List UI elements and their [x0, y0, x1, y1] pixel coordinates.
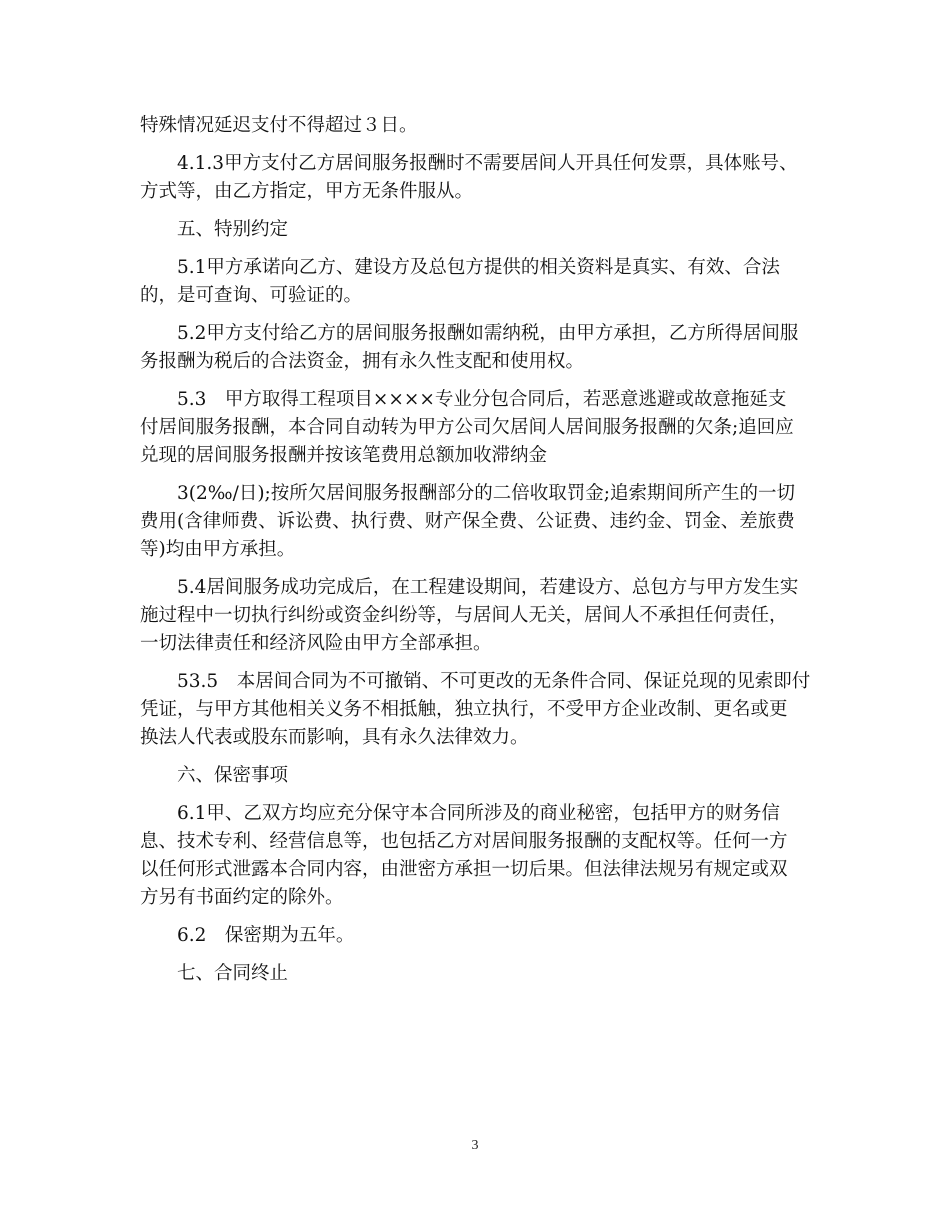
text-line: 5.3 甲方取得工程项目××××专业分包合同后，若恶意逃避或故意拖延支 — [177, 389, 787, 410]
section-heading — [140, 960, 820, 988]
text-line: 4.1.3甲方支付乙方居间服务报酬时不需要居间人开具任何发票，具体账号、 — [177, 153, 798, 174]
paragraph — [140, 480, 820, 564]
text-line: 3(2‰/日);按所欠居间服务报酬部分的二倍收取罚金;追索期间所产生的一切 — [177, 483, 796, 504]
paragraph — [140, 574, 820, 658]
text-line: 方另有书面约定的除外。 — [140, 887, 344, 908]
paragraph — [140, 150, 820, 206]
paragraph — [140, 668, 820, 752]
paragraph — [140, 112, 820, 140]
text-line: 以任何形式泄露本合同内容，由泄密方承担一切后果。但法律法规另有规定或双 — [140, 859, 788, 880]
text-line: 特殊情况延迟支付不得超过３日。 — [140, 115, 418, 136]
text-line: 费用(含律师费、诉讼费、执行费、财产保全费、公证费、违约金、罚金、差旅费 — [140, 511, 795, 532]
text-line: 53.5 本居间合同为不可撤销、不可更改的无条件合同、保证兑现的见索即付 — [177, 671, 811, 692]
text-line: 5.2甲方支付给乙方的居间服务报酬如需纳税，由甲方承担，乙方所得居间服 — [177, 323, 799, 344]
text-line: 七、合同终止 — [177, 963, 289, 984]
text-line: 5.1甲方承诺向乙方、建设方及总包方提供的相关资料是真实、有效、合法 — [177, 257, 780, 278]
text-line: 五、特别约定 — [177, 219, 289, 240]
text-line: 兑现的居间服务报酬并按该笔费用总额加收滞纳金 — [140, 445, 548, 466]
text-line: 凭证，与甲方其他相关义务不相抵触，独立执行，不受甲方企业改制、更名或更 — [140, 699, 788, 720]
text-line: 6.1甲、乙双方均应充分保守本合同所涉及的商业秘密，包括甲方的财务信 — [177, 803, 780, 824]
paragraph — [140, 320, 820, 376]
text-line: 方式等，由乙方指定，甲方无条件服从。 — [140, 181, 474, 202]
text-line: 等)均由甲方承担。 — [140, 539, 296, 560]
paragraph — [140, 254, 820, 310]
section-heading — [140, 216, 820, 244]
document-body — [140, 112, 820, 988]
text-line: 息、技术专利、经营信息等，也包括乙方对居间服务报酬的支配权等。任何一方 — [140, 831, 788, 852]
page-number: 3 — [471, 1138, 479, 1153]
paragraph — [140, 922, 820, 950]
text-line: 的，是可查询、可验证的。 — [140, 285, 363, 306]
text-line: 一切法律责任和经济风险由甲方全部承担。 — [140, 633, 492, 654]
text-line: 施过程中一切执行纠纷或资金纠纷等，与居间人无关，居间人不承担任何责任， — [140, 605, 788, 626]
text-line: 5.4居间服务成功完成后，在工程建设期间，若建设方、总包方与甲方发生实 — [177, 577, 799, 598]
section-heading — [140, 762, 820, 790]
text-line: 务报酬为税后的合法资金，拥有永久性支配和使用权。 — [140, 351, 585, 372]
paragraph — [140, 800, 820, 912]
paragraph — [140, 386, 820, 470]
text-line: 六、保密事项 — [177, 765, 289, 786]
text-line: 付居间服务报酬，本合同自动转为甲方公司欠居间人居间服务报酬的欠条;追回应 — [140, 417, 794, 438]
text-line: 6.2 保密期为五年。 — [177, 925, 355, 946]
text-line: 换法人代表或股东而影响，具有永久法律效力。 — [140, 727, 529, 748]
